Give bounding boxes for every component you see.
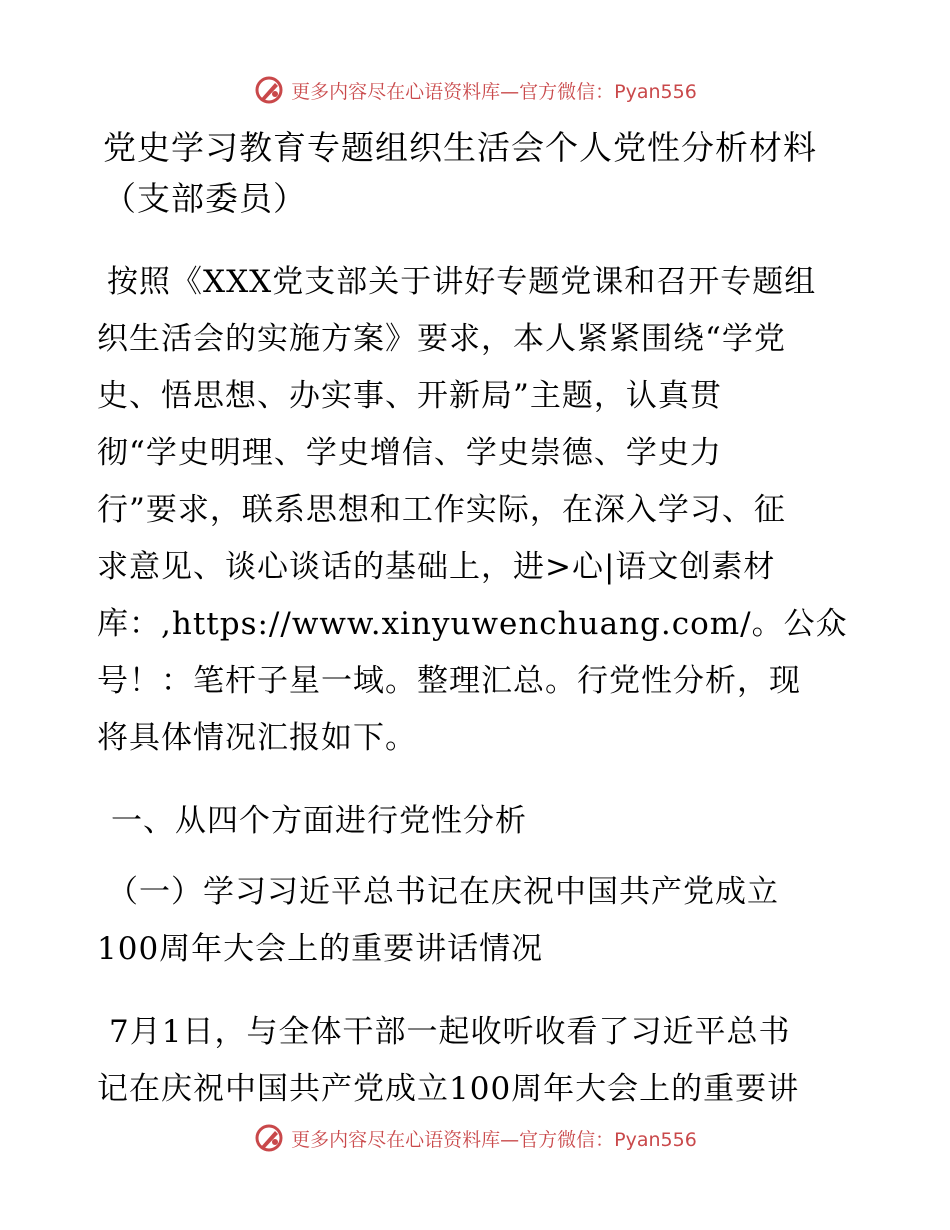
watermark-banner-top: [0, 70, 950, 110]
body-paragraph: [97, 1004, 862, 1118]
paragraph-line: 库：,https://www.xinyuwenchuang.com/。公众: [97, 606, 848, 642]
heading-line: （一）学习习近平总书记在庆祝中国共产党成立: [107, 874, 779, 910]
pen-circle-logo-icon: [253, 74, 285, 106]
paragraph-line: 求意见、谈心谈话的基础上，进>心|语文创素材: [97, 549, 776, 585]
paragraph-line: 史、悟思想、办实事、开新局”主题，认真贯: [97, 378, 722, 414]
watermark-banner-bottom: [0, 1118, 950, 1158]
paragraph-line: 彻“学史明理、学史增信、学史崇德、学史力: [97, 435, 722, 471]
pen-circle-logo-icon: [253, 1122, 285, 1154]
watermark-text: 更多内容尽在心语资料库—官方微信：Pyan556: [291, 80, 697, 103]
section-heading: [97, 793, 862, 850]
paragraph-line: 织生活会的实施方案》要求，本人紧紧围绕“学党: [97, 321, 786, 357]
watermark-text: 更多内容尽在心语资料库—官方微信：Pyan556: [291, 1128, 697, 1151]
intro-paragraph: [97, 254, 862, 767]
paragraph-line: 将具体情况汇报如下。: [97, 720, 417, 756]
title-line: 党史学习教育专题组织生活会个人党性分析材料: [103, 128, 817, 167]
title-line: （支部委员）: [103, 179, 307, 218]
paragraph-line: 按照《XXX党支部关于讲好专题党课和召开专题组: [107, 264, 817, 300]
document-title: [103, 122, 863, 224]
heading-line: 一、从四个方面进行党性分析: [111, 803, 527, 839]
watermark-banner-inner: [253, 1122, 697, 1154]
paragraph-line: 记在庆祝中国共产党成立100周年大会上的重要讲: [97, 1071, 800, 1107]
paragraph-line: 行”要求，联系思想和工作实际，在深入学习、征: [97, 492, 786, 528]
paragraph-line: 号！：笔杆子星一域。整理汇总。行党性分析，现: [97, 663, 801, 699]
paragraph-line: 7月1日，与全体干部一起收听收看了习近平总书: [109, 1014, 791, 1050]
heading-line: 100周年大会上的重要讲话情况: [97, 931, 544, 967]
watermark-banner-inner: [253, 74, 697, 106]
subsection-heading: [97, 864, 862, 978]
